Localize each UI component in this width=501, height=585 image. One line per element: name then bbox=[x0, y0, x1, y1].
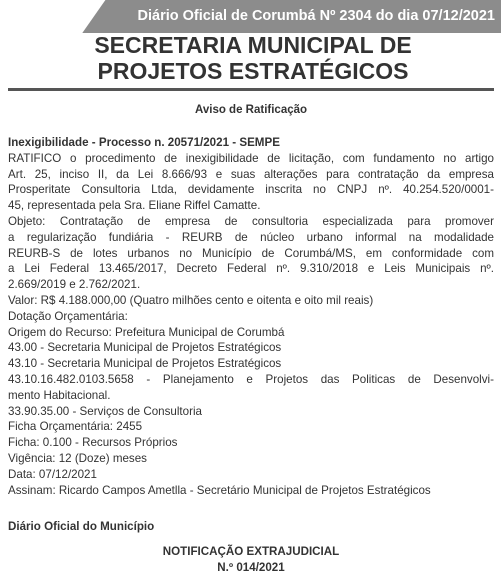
notice-line: a Lei Federal 13.465/2017, Decreto Federal nº. 9.310/2018 e Leis Municipais nº. bbox=[8, 262, 494, 276]
section-title bbox=[8, 32, 498, 88]
notice-line: Art. 25, inciso II, da Lei 8.666/93 e suas alterações para contratação da empresa bbox=[8, 167, 494, 181]
notice-line: Valor: R$ 4.188.000,00 (Quatro milhões cento e oitenta e oito mil reais) bbox=[8, 293, 374, 307]
notice-line: Objeto: Contratação de empresa de consultoria especializada para promover bbox=[8, 214, 494, 228]
notice-line: 43.00 - Secretaria Municipal de Projetos Estratégicos bbox=[8, 341, 282, 355]
notice-line: Assinam: Ricardo Campos Ametlla - Secretário Municipal de Projetos Estratégicos bbox=[8, 483, 431, 497]
notice-line: 2.669/2019 e 2.762/2021. bbox=[8, 278, 141, 292]
next-document-heading bbox=[8, 544, 494, 575]
notice-line: Ficha Orçamentária: 2455 bbox=[8, 420, 143, 434]
section-title-line-1: SECRETARIA MUNICIPAL DE bbox=[94, 32, 412, 58]
notice-line: REURB-S de lotes urbanos no Município de Corumbá/MS, em conformidade com bbox=[8, 246, 494, 260]
notice-line: Origem do Recurso: Prefeitura Municipal de Corumbá bbox=[8, 325, 285, 339]
notice-line: 43.10 - Secretaria Municipal de Projetos Estratégicos bbox=[8, 357, 282, 371]
notice-line: Data: 07/12/2021 bbox=[8, 467, 97, 481]
notice-body bbox=[8, 135, 494, 498]
notice-line: a regularização fundiária - REURB de núcleo urbano informal na modalidade bbox=[8, 230, 494, 244]
notice-line: Prosperitate Consultoria Ltda, devidamente inscrita no CNPJ nº. 40.254.520/0001- bbox=[8, 183, 494, 197]
section-divider bbox=[8, 88, 494, 91]
notice-line: 33.90.35.00 - Serviços de Consultoria bbox=[8, 404, 202, 418]
notice-line: 45, representada pela Sra. Eliane Riffel Camatte. bbox=[8, 199, 261, 213]
section-title-line-2: PROJETOS ESTRATÉGICOS bbox=[97, 58, 409, 84]
footer-label: Diário Oficial do Município bbox=[8, 520, 155, 533]
next-document-number: N.º 014/2021 bbox=[217, 560, 285, 574]
notice-line: Inexigibilidade - Processo n. 20571/2021 - SEMPE bbox=[8, 136, 280, 149]
next-document-title: NOTIFICAÇÃO EXTRAJUDICIAL bbox=[162, 545, 340, 558]
notice-line: 43.10.16.482.0103.5658 - Planejamento e Projetos das Politicas de Desenvolvi- bbox=[8, 372, 494, 386]
publication-header: Diário Oficial de Corumbá Nº 2304 do dia 07/12/2021 bbox=[137, 8, 495, 24]
notice-line: Vigência: 12 (Doze) meses bbox=[8, 451, 147, 465]
notice-line: Dotação Orçamentária: bbox=[8, 309, 128, 323]
notice-line: Ficha: 0.100 - Recursos Próprios bbox=[8, 436, 178, 450]
notice-line: RATIFICO o procedimento de inexigibilidade de licitação, com fundamento no artigo bbox=[8, 151, 494, 165]
notice-line: mento Habitacional. bbox=[8, 388, 111, 402]
notice-heading: Aviso de Ratificação bbox=[194, 104, 308, 116]
header-bar bbox=[0, 0, 501, 33]
